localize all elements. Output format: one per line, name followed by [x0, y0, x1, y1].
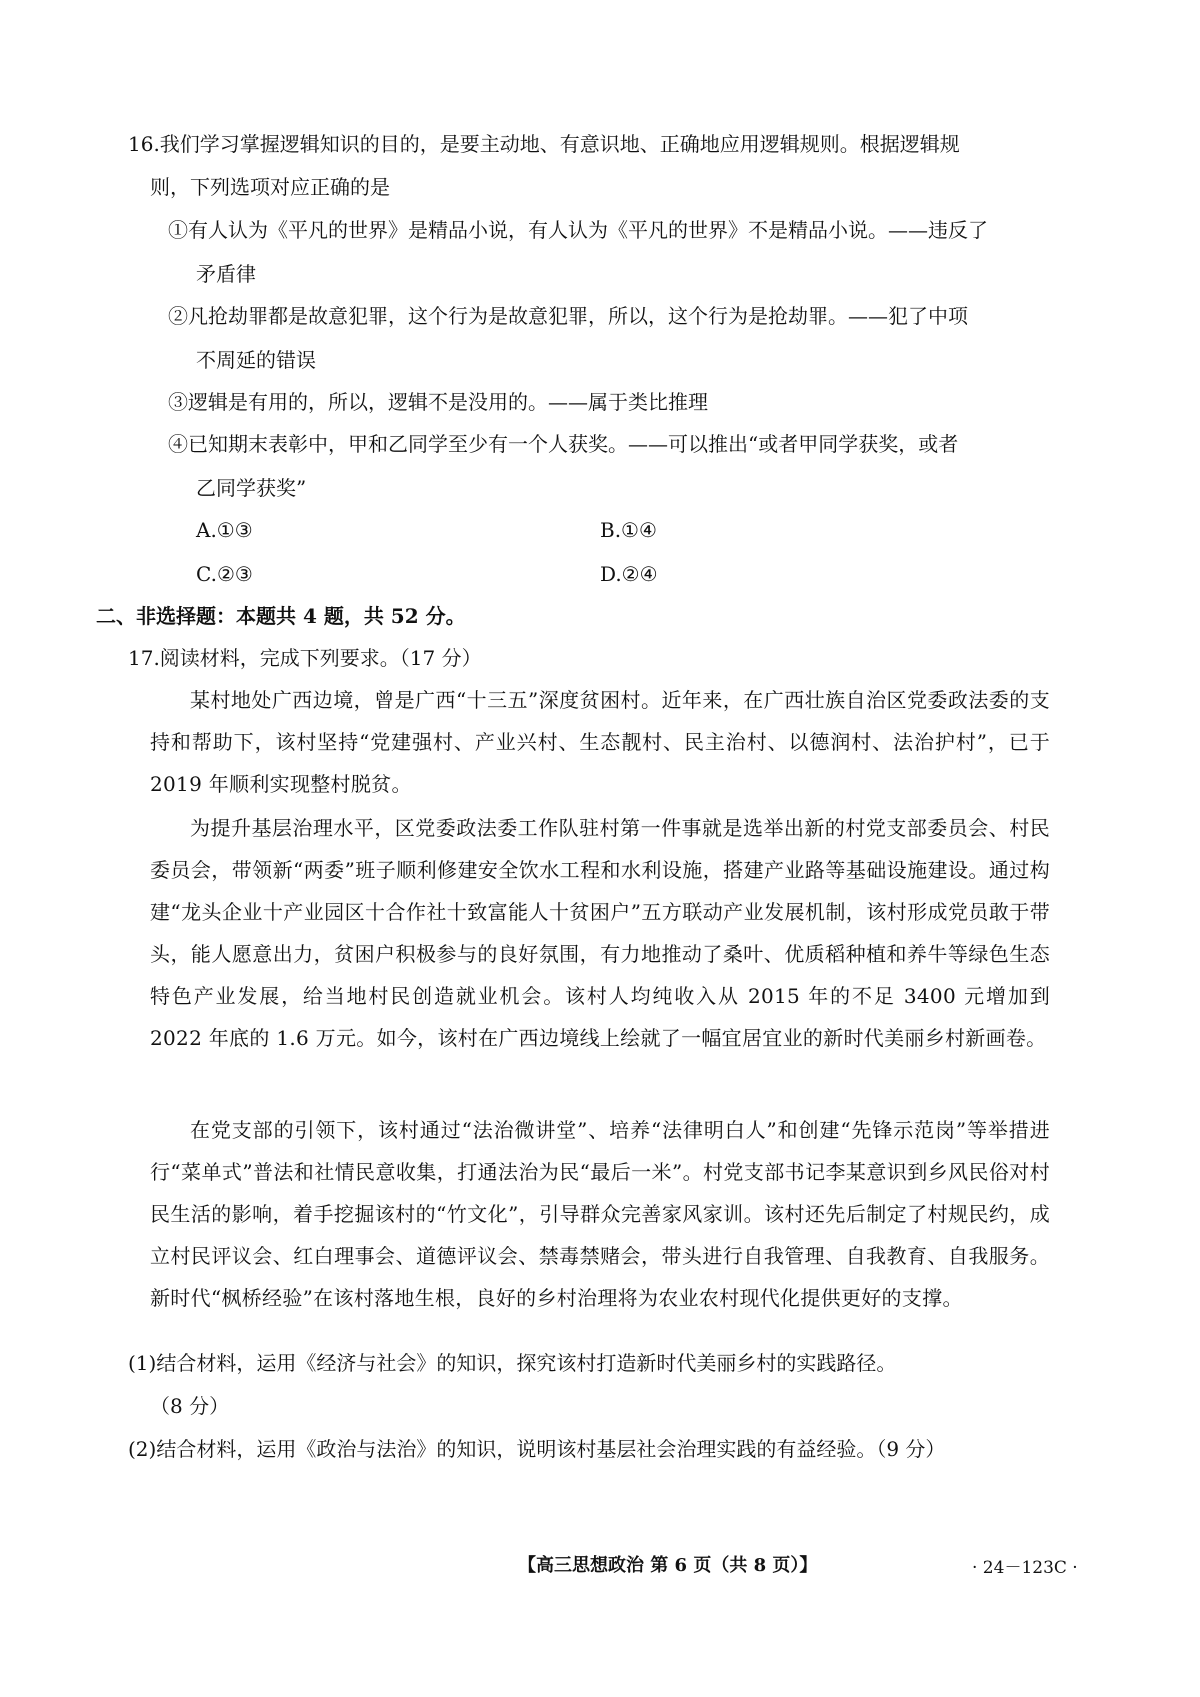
q17-sub1-line1: (1)结合材料，运用《经济与社会》的知识，探究该村打造新时代美丽乡村的实践路径。 [128, 1351, 897, 1375]
q16-item2-line2: 不周延的错误 [196, 348, 316, 372]
q17-sub2-line1: (2)结合材料，运用《政治与法治》的知识，说明该村基层社会治理实践的有益经验。（9 分） [128, 1437, 946, 1461]
q17-paragraph-3: 在党支部的引领下，该村通过“法治微讲堂”、培养“法律明白人”和创建“先锋示范岗”等举措进行“菜单式”普法和社情民意收集，打通法治为民“最后一米”。村党支部书记李某意识到乡风民俗对村民生活的影响，着手挖掘该村的“竹文化”，引导群众完善家风家训。该村还先后制定了村规民约，成立村民评议会、红白理事会、道德评议会、禁毒禁赌会，带头进行自我管理、自我教育、自我服务。新时代“枫桥经验”在该村落地生根，良好的乡村治理将为农业农村现代化提供更好的支撑。 [150, 1118, 1050, 1310]
q17-title: 17.阅读材料，完成下列要求。（17 分） [128, 646, 482, 670]
q16-option-b: B.①④ [600, 518, 657, 542]
q16-item1-line1: ①有人认为《平凡的世界》是精品小说，有人认为《平凡的世界》不是精品小说。——违反了 [168, 218, 988, 242]
q16-stem-line2: 则，下列选项对应正确的是 [150, 175, 390, 199]
q16-item1-line2: 矛盾律 [196, 262, 256, 286]
q16-option-a: A.①③ [196, 518, 253, 542]
paper-code: · 24－123C · [972, 1558, 1078, 1578]
q16-item2-line1: ②凡抢劫罪都是故意犯罪，这个行为是故意犯罪，所以，这个行为是抢劫罪。——犯了中项 [168, 304, 968, 328]
q16-stem-line1: 16.我们学习掌握逻辑知识的目的，是要主动地、有意识地、正确地应用逻辑规则。根据逻辑规 [128, 132, 960, 156]
page-footer: 【高三思想政治 第 6 页（共 8 页）】 [518, 1555, 818, 1576]
q17-sub1-line2: （8 分） [150, 1394, 230, 1418]
q16-option-c: C.②③ [196, 562, 253, 586]
q16-item3-line1: ③逻辑是有用的，所以，逻辑不是没用的。——属于类比推理 [168, 390, 708, 414]
q16-item4-line2: 乙同学获奖” [196, 476, 307, 500]
q16-option-d: D.②④ [600, 562, 658, 586]
q16-item4-line1: ④已知期末表彰中，甲和乙同学至少有一个人获奖。——可以推出“或者甲同学获奖，或者 [168, 432, 959, 456]
q17-paragraph-1: 某村地处广西边境，曾是广西“十三五”深度贫困村。近年来，在广西壮族自治区党委政法委的支持和帮助下，该村坚持“党建强村、产业兴村、生态靓村、民主治村、以德润村、法治护村”，已于 2019 年顺利实现整村脱贫。 [150, 688, 1050, 796]
section2-heading: 二、非选择题：本题共 4 题，共 52 分。 [96, 604, 466, 628]
q17-paragraph-2: 为提升基层治理水平，区党委政法委工作队驻村第一件事就是选举出新的村党支部委员会、村民委员会，带领新“两委”班子顺利修建安全饮水工程和水利设施，搭建产业路等基础设施建设。通过构建“龙头企业十产业园区十合作社十致富能人十贫困户”五方联动产业发展机制，该村形成党员敢于带头，能人愿意出力，贫困户积极参与的良好氛围，有力地推动了桑叶、优质稻种植和养牛等绿色生态特色产业发展，给当地村民创造就业机会。该村人均纯收入从 2015 年的不足 3400 元增加到 2022 年底的 1.6 万元。如今，该村在广西边境线上绘就了一幅宜居宜业的新时代美丽乡村新画卷。 [150, 816, 1050, 1050]
